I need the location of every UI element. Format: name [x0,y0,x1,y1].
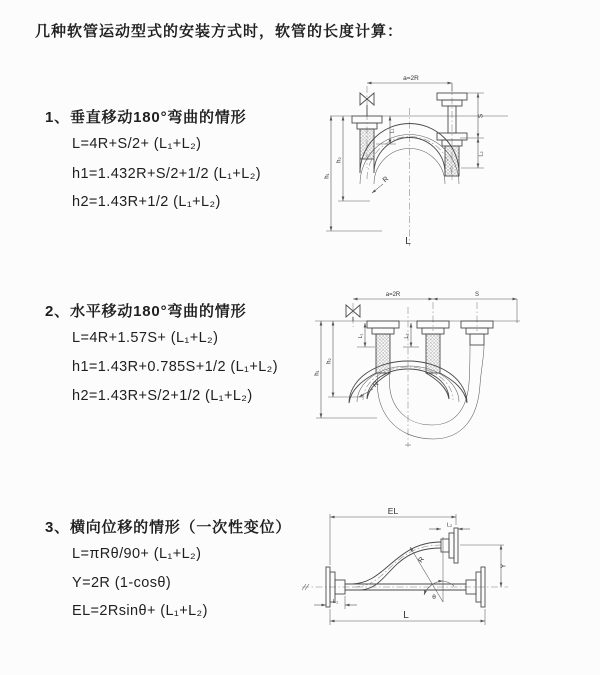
dim-label-l2: L₂ [478,151,485,157]
dim-label-r: R [381,175,391,185]
section-1-formula-L: L=4R+S/2+ (L₁+L₂) [72,136,202,152]
dim-label-h1: h₁ [324,173,331,179]
section-3-formula-L: L=πRθ/90+ (L₁+L₂) [72,546,202,562]
hose-assembly [326,528,485,607]
dim-label-l: L [405,236,411,247]
dim-label-l2: L₂ [446,522,453,529]
dim-label-span: a=2R [385,292,401,298]
hose-s-curve-upper [350,542,441,584]
dim-label-h1: h₁ [314,370,321,376]
dim-label-l1: L₁ [358,333,364,339]
dim-label-theta: θ [432,594,436,601]
dimension-lines [314,506,508,625]
section-3-formula-EL: EL=2Rsinθ+ (L₁+L₂) [72,603,208,619]
dim-label-h2: h₂ [326,358,333,364]
dim-label-l: L [403,610,409,621]
flange-1 [367,321,399,328]
section-1-formula-h1: h1=1.432R+S/2+1/2 (L₁+L₂) [72,166,262,182]
section-1-heading: 1、垂直移动180°弯曲的情形 [45,109,247,126]
section-3-heading: 3、横向位移的情形（一次性变位） [45,519,292,536]
right-flange-displaced [441,539,449,552]
valve-icon [346,305,353,317]
section-3-formula-Y: Y=2R (1-cosθ) [72,575,172,591]
dim-label-s: S [474,292,480,298]
diagram-lateral-displacement [298,505,513,640]
dim-label-h2: h₂ [336,157,343,163]
centerlines [353,302,477,447]
dim-label-r: R [417,556,427,565]
diagram-vertical-180-bend [312,68,522,253]
section-2-formula-h1: h1=1.43R+0.785S+1/2 (L₁+L₂) [72,359,278,375]
centerlines [302,584,508,590]
valve-icon [360,93,367,105]
right-braid [445,146,459,176]
document-title: 几种软管运动型式的安装方式时，软管的长度计算： [35,23,404,40]
dim-label-y: Y [500,563,508,569]
dim-label-s: S [477,113,485,119]
dim-label-r: R [371,380,381,390]
dim-label-l1: L₁ [333,599,338,605]
dim-label-el: EL [387,506,399,516]
section-2-heading: 2、水平移动180°弯曲的情形 [45,303,247,320]
section-1-formula-h2: h2=1.43R+1/2 (L₁+L₂) [72,194,221,210]
left-braid [360,129,374,159]
dim-label-l1: L₁ [389,128,396,134]
diagram-horizontal-180-bend [305,285,597,450]
dimension-lines [315,292,518,445]
section-2-formula-h2: h2=1.43R+S/2+1/2 (L₁+L₂) [72,388,253,404]
hose-assembly [315,305,520,439]
dim-label-l2: L₂ [404,333,410,339]
dimension-lines [325,75,509,247]
section-2-formula-L: L=4R+1.57S+ (L₁+L₂) [72,330,219,346]
dim-label-span: a=2R [403,75,419,82]
